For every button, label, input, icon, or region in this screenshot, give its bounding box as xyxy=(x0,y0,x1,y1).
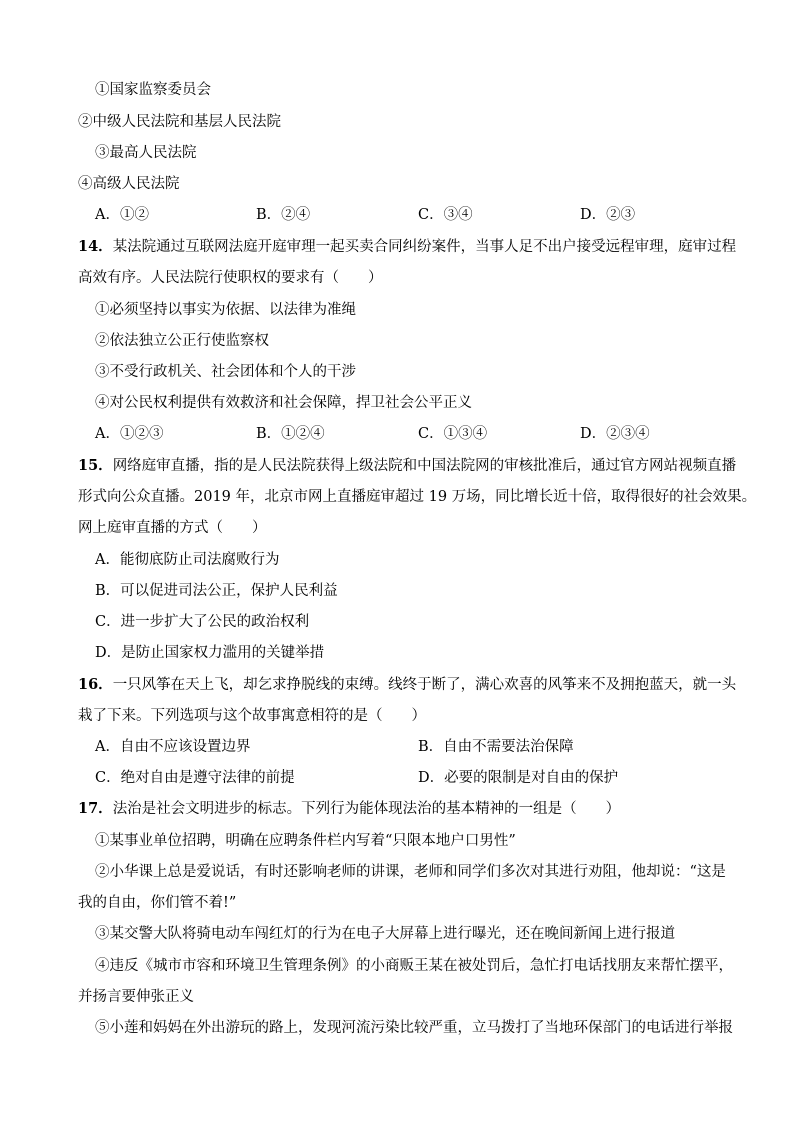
q13-item-2: ②中级人民法院和基层人民法院 xyxy=(78,114,281,130)
q13-item-3: ③最高人民法院 xyxy=(95,145,197,161)
q14-option-b: B．①②④ xyxy=(256,426,325,442)
q17-item-3: ③某交警大队将骑电动车闯红灯的行为在电子大屏幕上进行曝光，还在晚间新闻上进行报道 xyxy=(95,926,675,942)
q14-stem-line2: 高效有序。人民法院行使职权的要求有（ ） xyxy=(78,270,383,286)
q14-option-a: A．①②③ xyxy=(95,426,164,442)
q13-item-4: ④高级人民法院 xyxy=(78,176,180,192)
q14-stem-line1: 14．某法院通过互联网法庭开庭审理一起买卖合同纠纷案件，当事人足不出户接受远程审理，庭审过程 xyxy=(78,238,737,255)
q13-item-1: ①国家监察委员会 xyxy=(95,82,211,98)
q13-option-c: C．③④ xyxy=(418,207,473,223)
q15-option-b: B．可以促进司法公正，保护人民利益 xyxy=(95,583,338,599)
q15-stem-line2: 形式向公众直播。2019 年，北京市网上直播庭审超过 19 万场，同比增长近十倍，取得很好的社会效果。 xyxy=(78,489,757,505)
q16-option-a: A．自由不应该设置边界 xyxy=(95,739,251,755)
q17-item-5: ⑤小莲和妈妈在外出游玩的路上，发现河流污染比较严重，立马拨打了当地环保部门的电话进行举报 xyxy=(95,1020,733,1036)
q17-item-2-line2: 我的自由，你们管不着!” xyxy=(78,895,237,911)
q14-option-c: C．①③④ xyxy=(418,426,488,442)
q16-option-b: B．自由不需要法治保障 xyxy=(418,739,574,755)
q14-item-3: ③不受行政机关、社会团体和个人的干涉 xyxy=(95,364,356,380)
q16-option-c: C．绝对自由是遵守法律的前提 xyxy=(95,770,295,786)
q15-stem-line3: 网上庭审直播的方式（ ） xyxy=(78,520,267,536)
q13-option-b: B．②④ xyxy=(256,207,311,223)
q17-stem: 17．法治是社会文明进步的标志。下列行为能体现法治的基本精神的一组是（ ） xyxy=(78,800,621,817)
q14-item-4: ④对公民权利提供有效救济和社会保障，捍卫社会公平正义 xyxy=(95,395,472,411)
q17-item-1: ①某事业单位招聘，明确在应聘条件栏内写着“只限本地户口男性” xyxy=(95,833,516,849)
q14-item-2: ②依法独立公正行使监察权 xyxy=(95,333,269,349)
q15-stem-line1: 15．网络庭审直播，指的是人民法院获得上级法院和中国法院网的审核批准后，通过官方网站视频直播 xyxy=(78,457,737,474)
q15-number: 15． xyxy=(78,457,113,474)
q16-option-d: D．必要的限制是对自由的保护 xyxy=(418,770,619,786)
q14-item-1: ①必须坚持以事实为依据、以法律为准绳 xyxy=(95,302,356,318)
q13-option-d: D．②③ xyxy=(580,207,636,223)
q17-number: 17． xyxy=(78,800,113,817)
q13-option-a: A．①② xyxy=(95,207,149,223)
q16-number: 16． xyxy=(78,676,113,693)
q15-option-c: C．进一步扩大了公民的政治权利 xyxy=(95,614,310,630)
q17-item-4-line2: 并扬言要伸张正义 xyxy=(78,989,194,1005)
q15-option-d: D．是防止国家权力滥用的关键举措 xyxy=(95,645,325,661)
q14-option-d: D．②③④ xyxy=(580,426,650,442)
q16-stem-line2: 栽了下来。下列选项与这个故事寓意相符的是（ ） xyxy=(78,708,426,724)
q17-item-4-line1: ④违反《城市市容和环境卫生管理条例》的小商贩王某在被处罚后，急忙打电话找朋友来帮忙摆平， xyxy=(95,958,733,974)
q14-number: 14． xyxy=(78,238,113,255)
q15-option-a: A．能彻底防止司法腐败行为 xyxy=(95,552,280,568)
q16-stem-line1: 16．一只风筝在天上飞，却乞求挣脱线的束缚。线终于断了，满心欢喜的风筝来不及拥抱蓝天，就一头 xyxy=(78,676,737,693)
q17-item-2-line1: ②小华课上总是爱说话，有时还影响老师的讲课，老师和同学们多次对其进行劝阻，他却说：“这是 xyxy=(95,864,726,880)
